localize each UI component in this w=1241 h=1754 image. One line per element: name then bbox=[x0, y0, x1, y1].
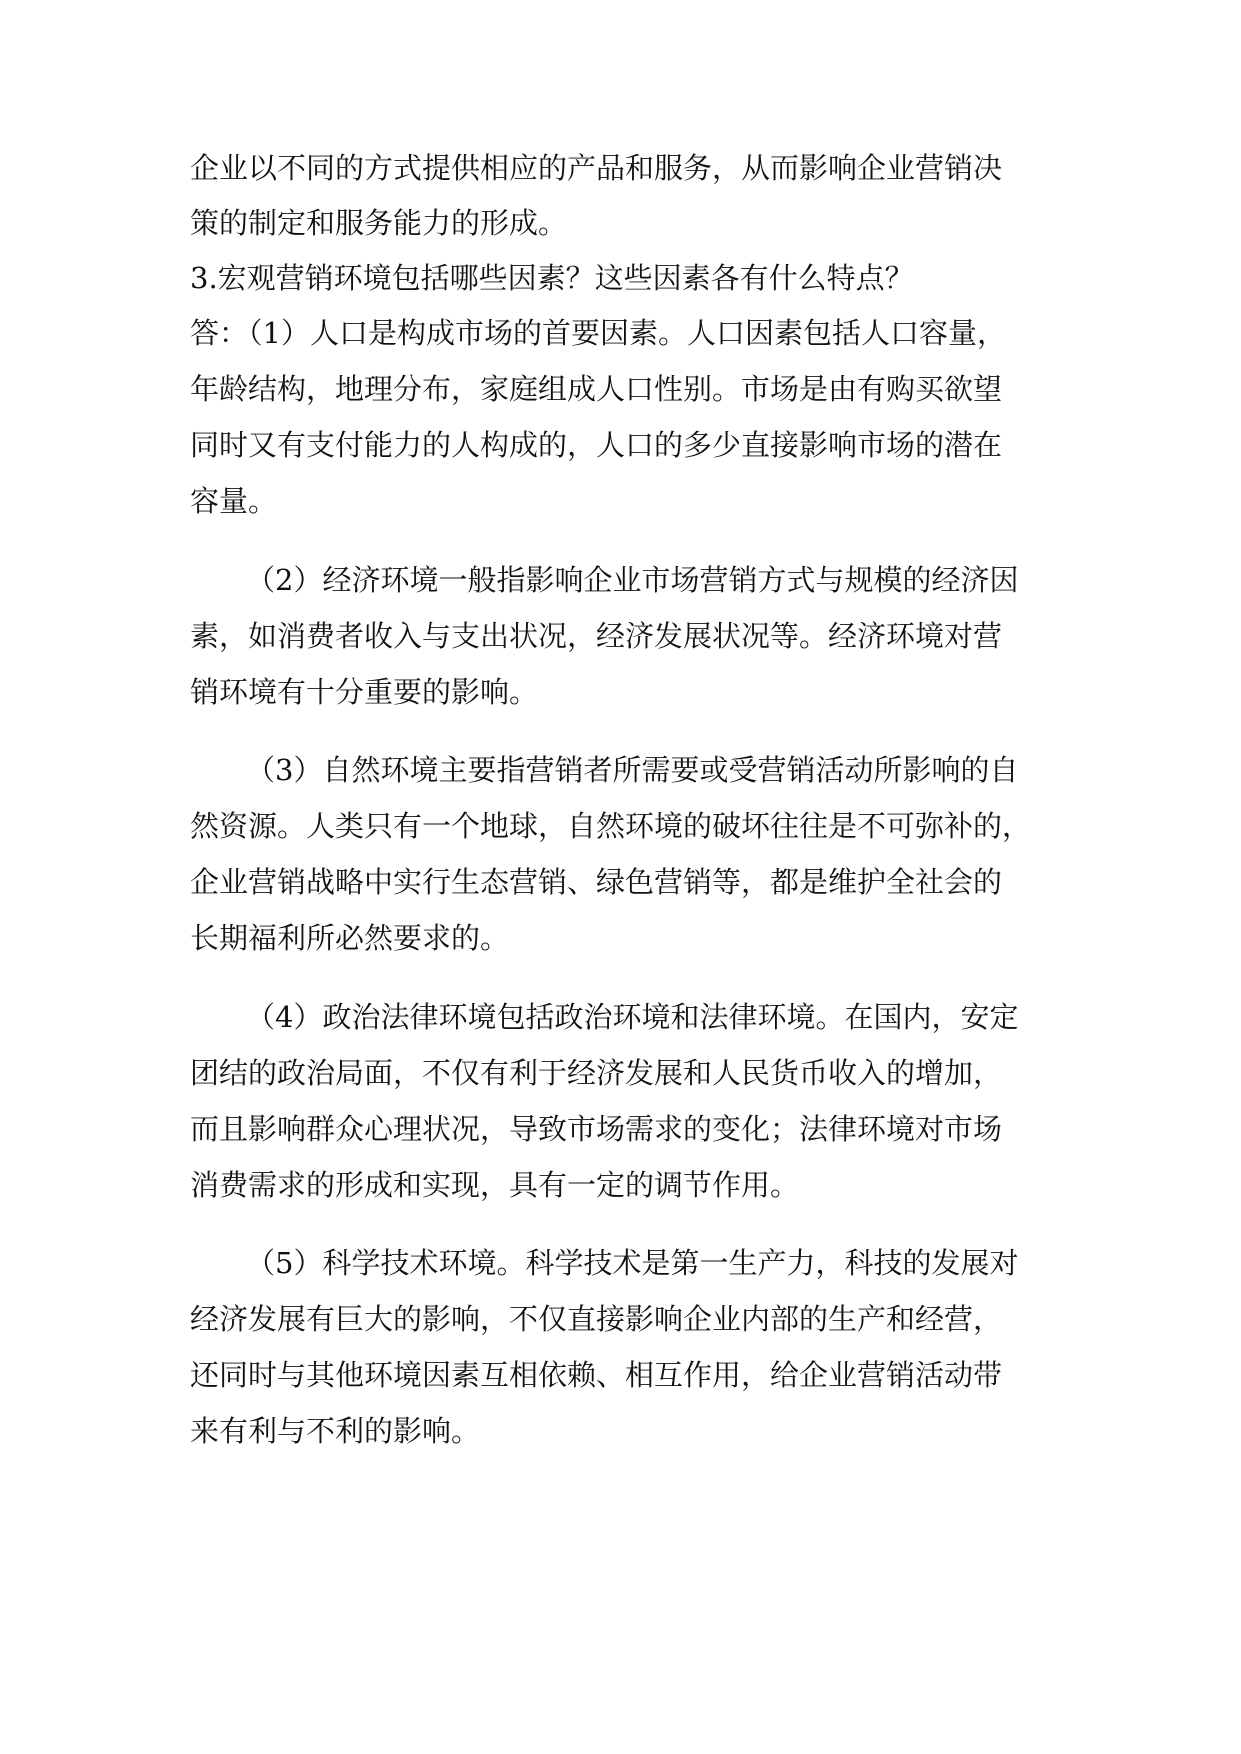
text-line: 而且影响群众心理状况，导致市场需求的变化；法律环境对市场 bbox=[190, 1112, 1003, 1146]
text-line: 来有利与不利的影响。 bbox=[190, 1414, 481, 1448]
text-line: 企业以不同的方式提供相应的产品和服务，从而影响企业营销决 bbox=[190, 151, 1003, 185]
text-line: 消费需求的形成和实现，具有一定的调节作用。 bbox=[190, 1168, 800, 1202]
text-line: 然资源。人类只有一个地球，自然环境的破坏往往是不可弥补的， bbox=[190, 809, 1032, 843]
text-line: 答：（1）人口是构成市场的首要因素。人口因素包括人口容量， bbox=[190, 316, 1006, 350]
text-line: 企业营销战略中实行生态营销、绿色营销等，都是维护全社会的 bbox=[190, 865, 1003, 899]
text-line: 素，如消费者收入与支出状况，经济发展状况等。经济环境对营 bbox=[190, 619, 1003, 653]
text-line: 销环境有十分重要的影响。 bbox=[190, 675, 539, 709]
text-line: 策的制定和服务能力的形成。 bbox=[190, 206, 568, 240]
text-line: （2）经济环境一般指影响企业市场营销方式与规模的经济因 bbox=[246, 563, 1019, 597]
text-line: （3）自然环境主要指营销者所需要或受营销活动所影响的自 bbox=[246, 753, 1019, 787]
text-line: 年龄结构，地理分布，家庭组成人口性别。市场是由有购买欲望 bbox=[190, 372, 1003, 406]
text-line: 经济发展有巨大的影响，不仅直接影响企业内部的生产和经营， bbox=[190, 1302, 1003, 1336]
text-line: 长期福利所必然要求的。 bbox=[190, 921, 510, 955]
text-line: （4）政治法律环境包括政治环境和法律环境。在国内，安定 bbox=[246, 1000, 1019, 1034]
text-line: 团结的政治局面，不仅有利于经济发展和人民货币收入的增加， bbox=[190, 1056, 1003, 1090]
text-line: 容量。 bbox=[190, 484, 278, 518]
text-line: 同时又有支付能力的人构成的，人口的多少直接影响市场的潜在 bbox=[190, 428, 1003, 462]
text-line: （5）科学技术环境。科学技术是第一生产力，科技的发展对 bbox=[246, 1246, 1019, 1280]
text-line: 还同时与其他环境因素互相依赖、相互作用，给企业营销活动带 bbox=[190, 1358, 1003, 1392]
question-heading: 3.宏观营销环境包括哪些因素？这些因素各有什么特点？ bbox=[190, 261, 914, 295]
